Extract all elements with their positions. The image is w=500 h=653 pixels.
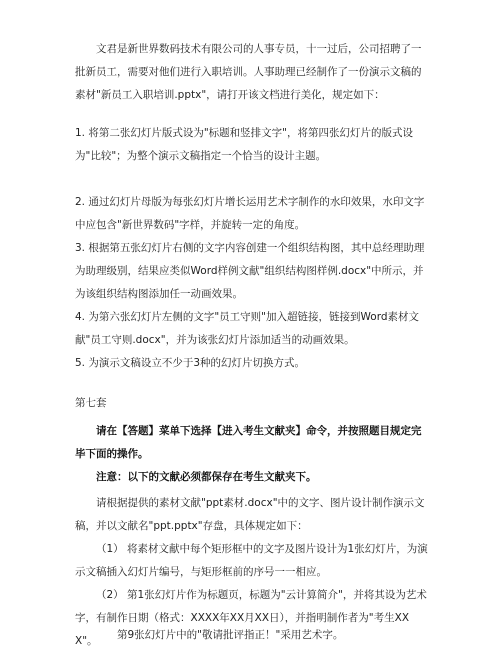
list-item-2: 2. 通过幻灯片母版为每张幻灯片增长运用艺术字制作的水印效果，水印文字中应包含"新世界数码"字样，并旋转一定的角度。 (75, 196, 425, 231)
list-item-4: 4. 为第六张幻灯片左侧的文字"员工守则"加入超链接，链接到Word素材文献"员工守则.docx"，并为该张幻灯片添加适当的动画效果。 (75, 311, 420, 346)
task-intro-paragraph: 请根据提供的素材文献"ppt素材.docx"中的文字、图片设计制作演示文稿，并以文献名"ppt.pptx"存盘，具体规定如下： (75, 497, 425, 532)
task-item-1: （1） 将素材文献中每个矩形框中的文字及图片设计为1张幻灯片，为演示文稿插入幻灯片编号，与矩形框前的序号一一相应。 (75, 543, 428, 578)
section-title: 第七套 (75, 397, 107, 409)
intro-paragraph: 文君是新世界数码技术有限公司的人事专员，十一过后，公司招聘了一批新员工，需要对他们进行入职培训。人事助理已经制作了一份演示文稿的素材"新员工入职培训.pptx"，请打开该文档进行美化，规定如下： (75, 43, 422, 101)
list-item-1: 1. 将第二张幻灯片版式设为"标题和竖排文字"，将第四张幻灯片的版式设为"比较"；为整个演示文稿指定一个恰当的设计主题。 (75, 127, 414, 162)
note-paragraph: 注意：以下的文献必须都保存在考生文献夹下。 (96, 471, 317, 483)
list-item-5: 5. 为演示文稿设立不少于3种的幻灯片切换方式。 (75, 357, 306, 369)
task-item-2: （2） 第1张幻灯片作为标题页，标题为"云计算简介"，并将其设为艺术字，有制作日期（格式：XXXX年XX月XX日），并指明制作者为"考生XXX"。 (75, 589, 427, 647)
list-item-3: 3. 根据第五张幻灯片右侧的文字内容创建一个组织结构图，其中总经理助理为助理级别，结果应类似Word样例文献"组织结构图样例.docx"中所示，并为该组织结构图添加任一动画效果。 (75, 242, 425, 300)
instruction-paragraph: 请在【答题】菜单下选择【进入考生文献夹】命令，并按照题目规定完毕下面的操作。 (75, 425, 422, 460)
last-line: 第9张幻灯片中的"敬请批评指正！"采用艺术字。 (117, 629, 344, 641)
